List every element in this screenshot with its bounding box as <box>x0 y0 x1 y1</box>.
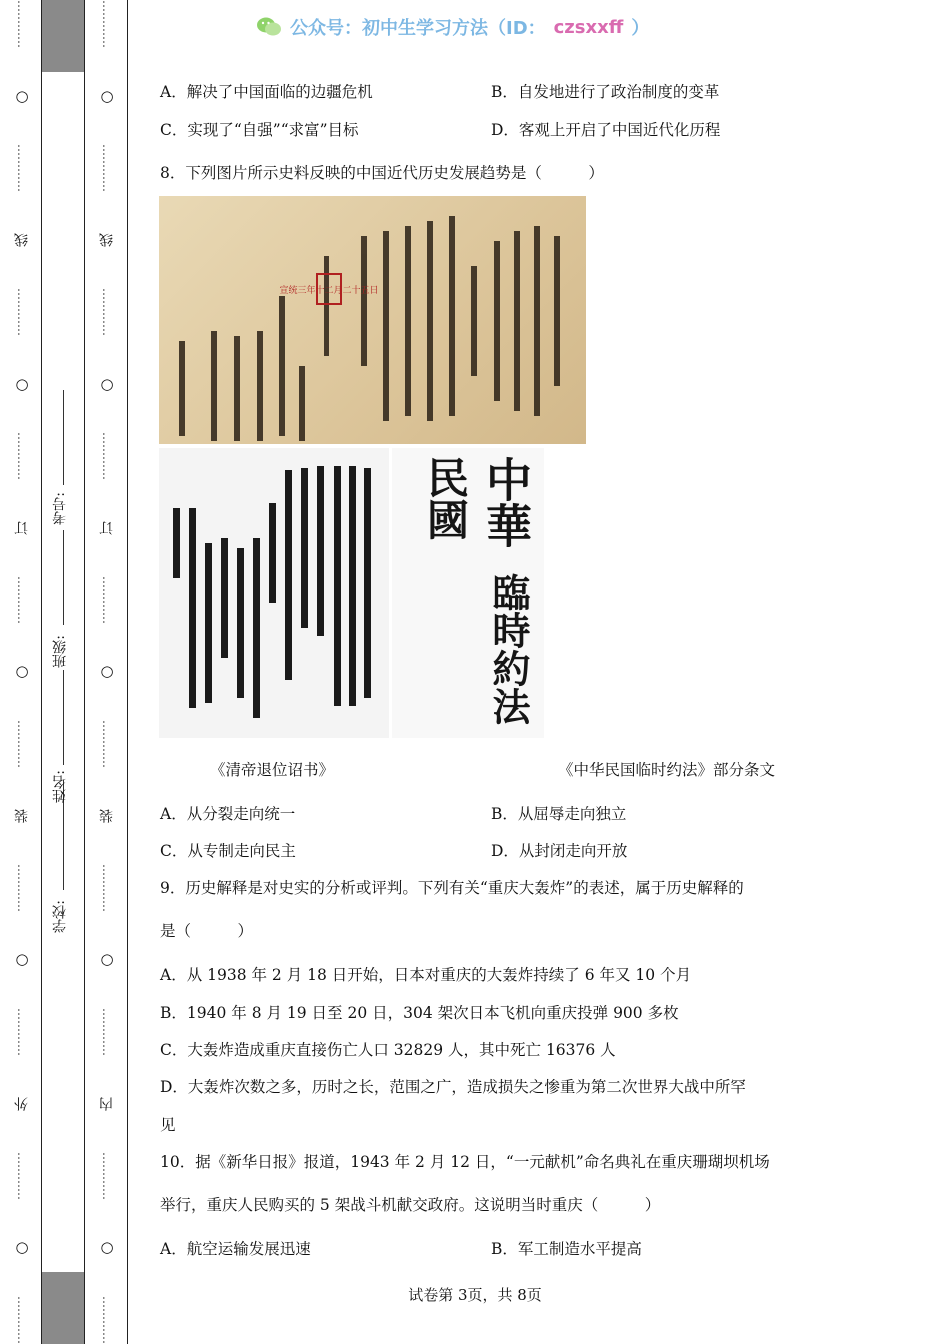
inner-cut-line <box>96 0 118 1344</box>
dotted-segment: ………… <box>15 1008 29 1057</box>
class-label: 班级: <box>52 635 68 668</box>
constitution-print-lines <box>159 448 389 738</box>
binding-band-bottom <box>42 1272 84 1344</box>
caption-provisional-constitution: 《中华民国临时约法》部分条文 <box>558 761 776 779</box>
circle-mark: ○ <box>15 374 29 393</box>
binding-label-bind: 装 <box>99 808 115 823</box>
class-blank[interactable] <box>63 530 64 625</box>
student-info-fields <box>50 380 78 1000</box>
dotted-segment: ………… <box>100 575 114 624</box>
dotted-segment: ………… <box>100 720 114 769</box>
binding-rule-left <box>41 0 42 1344</box>
dotted-segment: ………… <box>15 720 29 769</box>
circle-mark: ○ <box>100 662 114 681</box>
name-label: 姓名: <box>52 770 68 803</box>
circle-mark: ○ <box>15 1238 29 1257</box>
binding-label-inner: 内 <box>99 1096 115 1111</box>
circle-mark: ○ <box>15 86 29 105</box>
binding-rule-middle <box>84 0 85 1344</box>
dotted-segment: ………… <box>15 144 29 193</box>
dotted-segment: ………… <box>15 1295 29 1344</box>
dotted-segment: ………… <box>100 1151 114 1200</box>
binding-band-top <box>42 0 84 72</box>
binding-margin <box>0 0 128 1344</box>
binding-label-line: 线 <box>99 233 115 248</box>
q8-option-a[interactable]: A．从分裂走向统一 <box>160 805 296 823</box>
q8-stem: 8．下列图片所示史料反映的中国近代历史发展趋势是（ ） <box>160 164 604 182</box>
exam-number-blank[interactable] <box>63 390 64 485</box>
q10-option-b[interactable]: B．军工制造水平提高 <box>491 1240 642 1258</box>
q9-option-d-continued[interactable]: 见 <box>160 1116 176 1134</box>
q8-option-d[interactable]: D．从封闭走向开放 <box>491 842 628 860</box>
binding-label-order: 订 <box>14 521 30 536</box>
circle-mark: ○ <box>100 374 114 393</box>
abdication-edict-image <box>159 196 586 444</box>
watermark-suffix: ） <box>631 18 650 39</box>
edict-date-stamp: 宣统三年十二月二十五日 <box>279 286 379 296</box>
circle-mark: ○ <box>15 662 29 681</box>
q8-option-b[interactable]: B．从屈辱走向独立 <box>491 805 627 823</box>
dotted-segment: ………… <box>15 0 29 48</box>
watermark-prefix: 公众号：初中生学习方法（ID： <box>290 18 546 39</box>
cover-title-china: 中華 <box>479 456 533 548</box>
circle-mark: ○ <box>100 86 114 105</box>
provisional-constitution-text-image <box>159 448 389 738</box>
q9-stem-line1: 9．历史解释是对史实的分析或评判。下列有关“重庆大轰炸”的表述，属于历史解释的 <box>160 879 744 897</box>
dotted-segment: ………… <box>15 1151 29 1200</box>
circle-mark: ○ <box>15 950 29 969</box>
q9-option-b[interactable]: B．1940 年 8 月 19 日至 20 日，304 架次日本飞机向重庆投弹 900 多枚 <box>160 1004 679 1022</box>
dotted-segment: ………… <box>100 1008 114 1057</box>
dotted-segment: ………… <box>100 432 114 481</box>
dotted-segment: ………… <box>100 863 114 912</box>
dotted-segment: ………… <box>100 144 114 193</box>
wechat-icon <box>256 16 282 38</box>
outer-cut-line <box>11 0 33 1344</box>
q7-option-d[interactable]: D．客观上开启了中国近代化历程 <box>491 121 721 139</box>
provisional-constitution-cover-image <box>392 448 544 738</box>
watermark-id: czsxxff <box>553 16 624 38</box>
q10-stem-line2: 举行，重庆人民购买的 5 架战斗机献交政府。这说明当时重庆（ ） <box>160 1196 661 1214</box>
q7-option-c[interactable]: C．实现了“自强”“求富”目标 <box>160 121 359 139</box>
q8-option-c[interactable]: C．从专制走向民主 <box>160 842 296 860</box>
binding-label-line: 线 <box>14 233 30 248</box>
dotted-segment: ………… <box>15 575 29 624</box>
watermark <box>256 14 649 40</box>
cover-title-republic: 民國 <box>421 456 470 540</box>
q7-option-a[interactable]: A．解决了中国面临的边疆危机 <box>160 83 373 101</box>
q7-option-b[interactable]: B．自发地进行了政治制度的变革 <box>491 83 720 101</box>
binding-label-outer: 外 <box>14 1096 30 1111</box>
q9-stem-line2: 是（ ） <box>160 922 254 940</box>
dotted-segment: ………… <box>100 1295 114 1344</box>
cover-title-constitution: 臨時約法 <box>486 573 531 725</box>
edict-calligraphy <box>159 196 586 444</box>
caption-abdication-edict: 《清帝退位诏书》 <box>210 761 335 779</box>
dotted-segment: ………… <box>15 287 29 336</box>
dotted-segment: ………… <box>100 0 114 48</box>
school-label: 学校: <box>52 900 68 933</box>
dotted-segment: ………… <box>15 863 29 912</box>
q9-option-a[interactable]: A．从 1938 年 2 月 18 日开始，日本对重庆的大轰炸持续了 6 年又 10 个月 <box>160 966 692 984</box>
name-blank[interactable] <box>63 670 64 765</box>
exam-number-label: 考号: <box>52 492 68 525</box>
dotted-segment: ………… <box>100 287 114 336</box>
circle-mark: ○ <box>100 1238 114 1257</box>
circle-mark: ○ <box>100 950 114 969</box>
q9-option-d[interactable]: D．大轰炸次数之多，历时之长，范围之广，造成损失之惨重为第二次世界大战中所罕 <box>160 1078 746 1096</box>
q10-stem-line1: 10．据《新华日报》报道，1943 年 2 月 12 日，“一元献机”命名典礼在重庆珊瑚坝机场 <box>160 1153 770 1171</box>
binding-rule-right <box>127 0 128 1344</box>
dotted-segment: ………… <box>15 432 29 481</box>
binding-label-bind: 装 <box>14 808 30 823</box>
binding-label-order: 订 <box>99 521 115 536</box>
q10-option-a[interactable]: A．航空运输发展迅速 <box>160 1240 311 1258</box>
page-footer: 试卷第 3页，共 8页 <box>408 1286 542 1304</box>
q9-option-c[interactable]: C．大轰炸造成重庆直接伤亡人口 32829 人，其中死亡 16376 人 <box>160 1041 616 1059</box>
